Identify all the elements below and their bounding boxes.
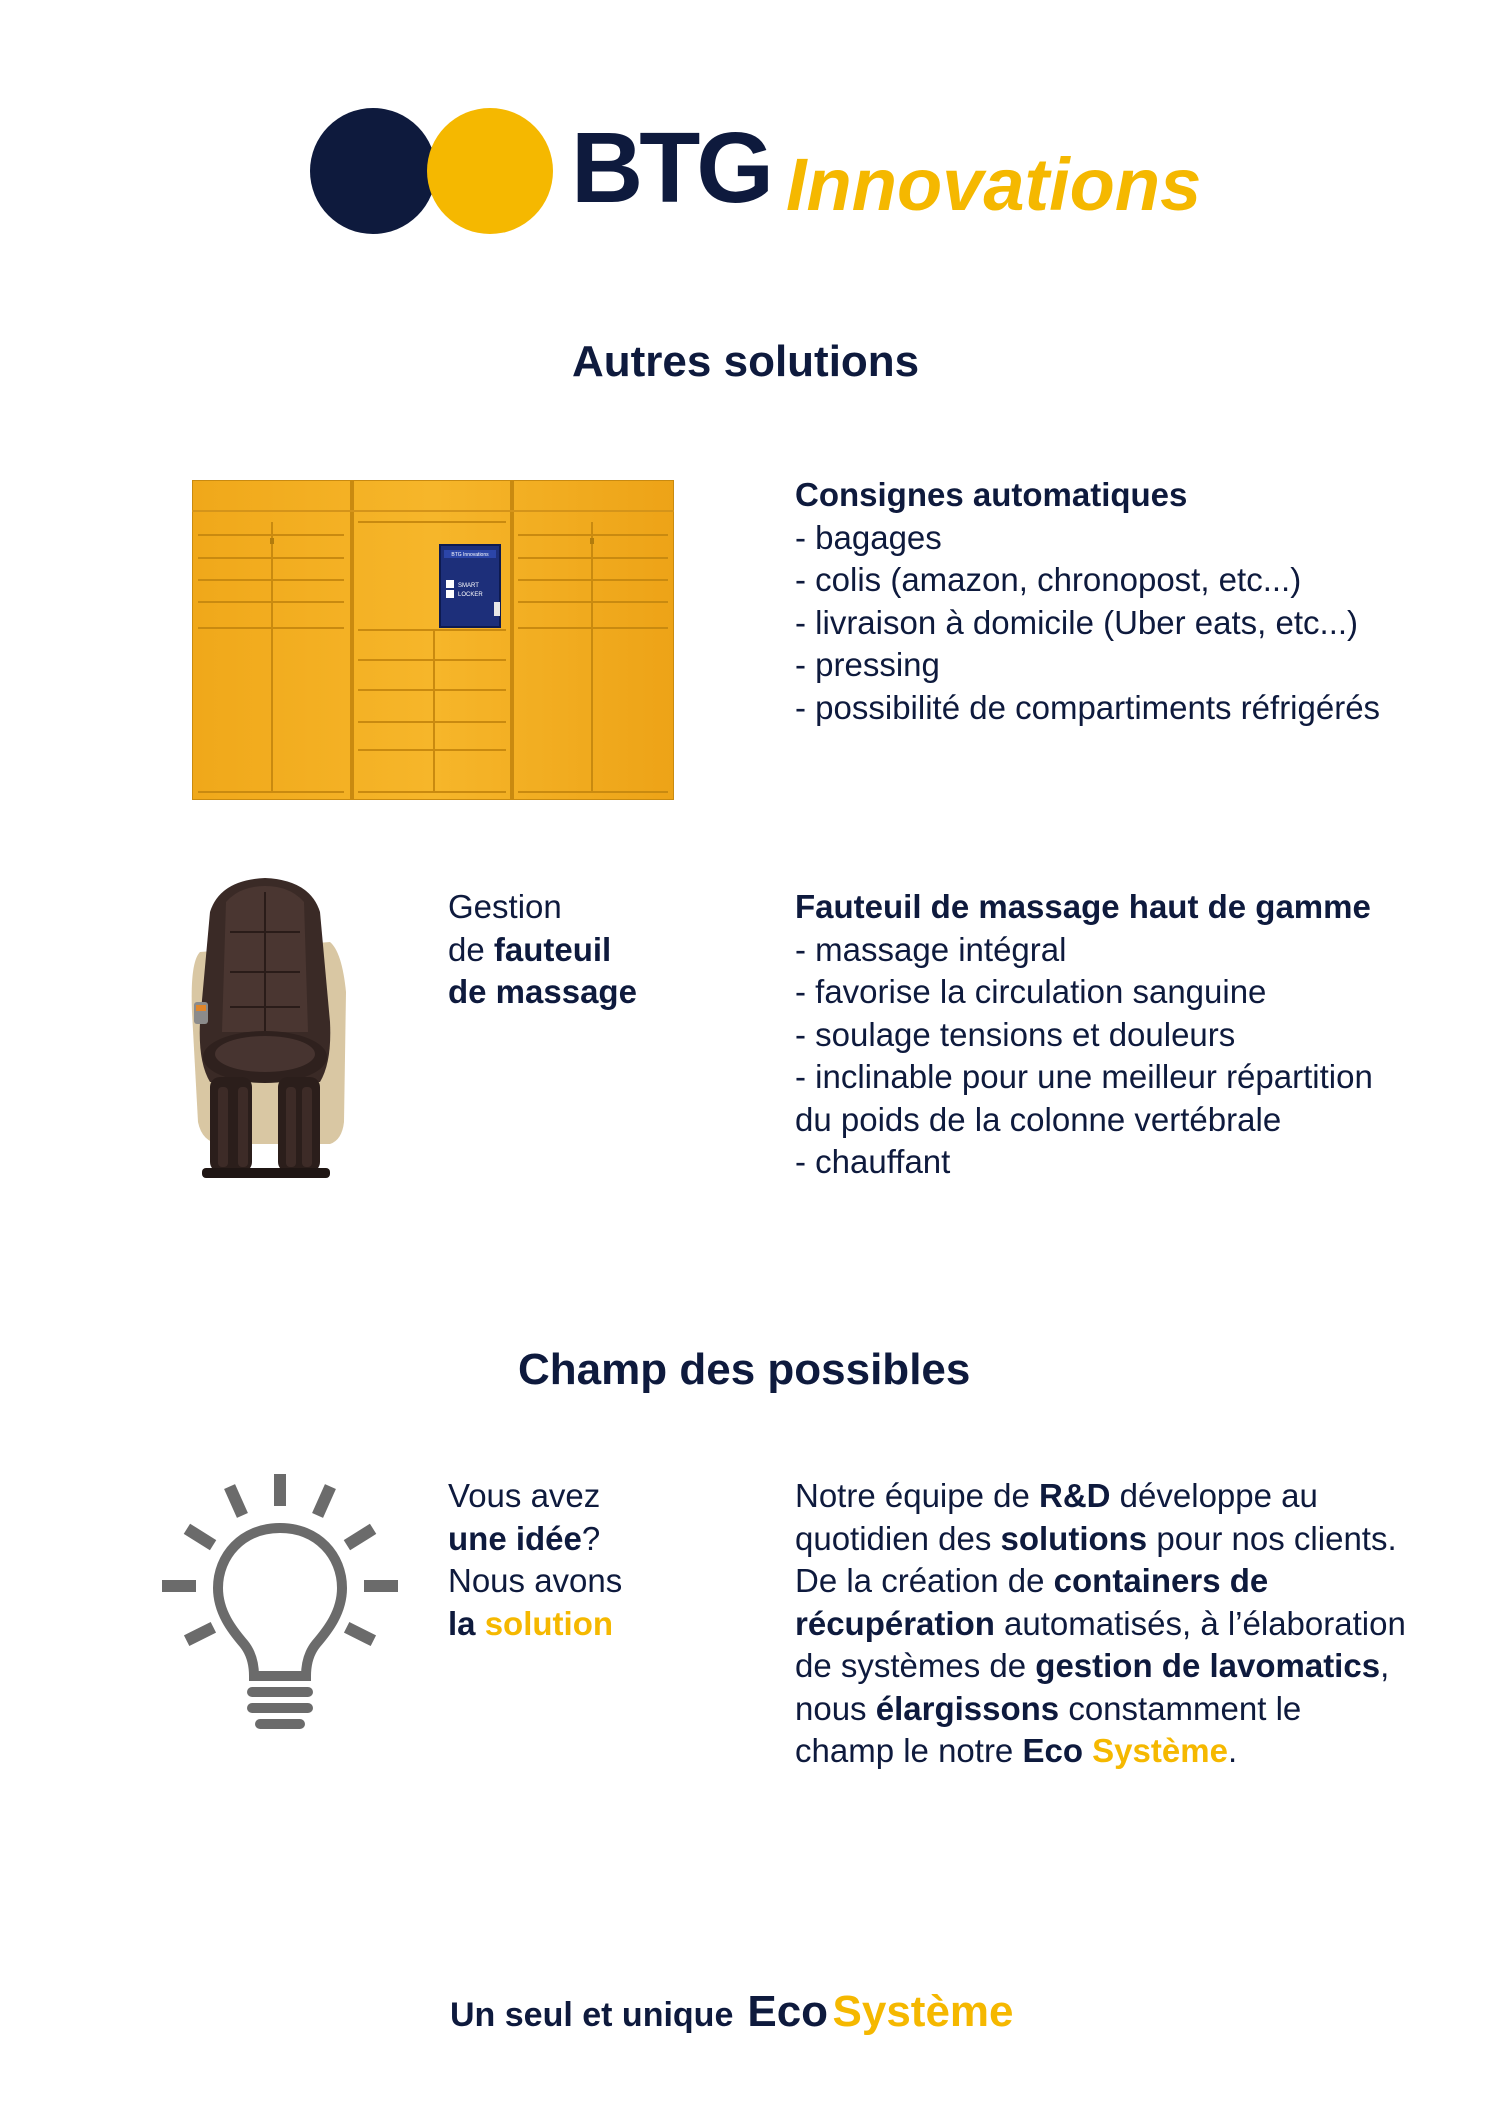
massage-description: [795, 886, 1373, 1184]
para-text: ,: [1380, 1647, 1390, 1684]
locker-item: - possibilité de compartiments réfrigérés: [795, 688, 1381, 726]
locker-item: - bagages: [795, 518, 942, 556]
para-text: pour nos clients.: [1147, 1519, 1397, 1557]
para-text: quotidien des: [795, 1519, 1001, 1557]
para-gold-word: Système: [1092, 1732, 1228, 1769]
locker-item: - colis (amazon, chronopost, etc...): [795, 561, 1302, 598]
idea-gold-word: solution: [484, 1604, 614, 1642]
locker-item: - livraison à domicile (Uber eats, etc...): [795, 603, 1359, 641]
logo-circle-navy: [310, 108, 436, 234]
footer-eco: Eco: [747, 1987, 829, 2036]
massage-item: du poids de la colonne vertébrale: [795, 1100, 1282, 1138]
logo-tagline: Innovations: [786, 143, 1202, 226]
idea-bold: une idée: [448, 1519, 582, 1557]
locker-screen-line2: LOCKER: [458, 592, 483, 598]
para-text: de systèmes de: [795, 1647, 1036, 1684]
massage-item: - inclinable pour une meilleur répartition: [795, 1058, 1373, 1095]
logo-brand: BTG: [571, 112, 771, 224]
para-text: champ le notre: [795, 1732, 1023, 1769]
massage-side-prefix: de: [448, 930, 494, 968]
massage-side-line: Gestion: [448, 888, 562, 925]
massage-item: - massage intégral: [795, 930, 1067, 968]
footer-slogan: [450, 1987, 1014, 2036]
footer-systeme: Système: [832, 1987, 1014, 2036]
idea-side-text: [448, 1475, 622, 1645]
smart-locker-image: [192, 480, 674, 800]
massage-side-bold-line: de massage: [448, 973, 637, 1010]
idea-bold: la: [448, 1604, 476, 1642]
massage-chair-image: [180, 872, 350, 1182]
para-text: .: [1227, 1732, 1238, 1769]
para-bold: gestion de lavomatics: [1035, 1647, 1381, 1684]
massage-item: - soulage tensions et douleurs: [795, 1015, 1236, 1053]
para-bold: Eco: [1022, 1732, 1083, 1769]
locker-screen-brand: BTG Innovations: [451, 552, 489, 558]
para-text: Notre équipe de: [795, 1477, 1040, 1514]
para-text: nous: [795, 1689, 876, 1727]
section-title-champ-des-possibles: Champ des possibles: [518, 1345, 971, 1394]
para-bold: R&D: [1039, 1477, 1111, 1514]
massage-side-bold: fauteuil: [493, 930, 612, 968]
para-bold: élargissons: [875, 1689, 1060, 1727]
para-text: De la création de: [795, 1562, 1054, 1599]
massage-heading: Fauteuil de massage haut de gamme: [795, 888, 1371, 925]
para-text: constamment le: [1059, 1689, 1302, 1727]
locker-description: [795, 474, 1380, 729]
footer-prefix: Un seul et unique: [450, 1996, 734, 2034]
massage-side-label: [448, 886, 637, 1014]
locker-heading: Consignes automatiques: [795, 476, 1188, 513]
para-text: développe au: [1110, 1477, 1318, 1514]
rnd-paragraph: [795, 1475, 1406, 1773]
para-bold: récupération: [795, 1604, 995, 1642]
logo-circle-gold: [427, 108, 553, 234]
massage-item: - favorise la circulation sanguine: [795, 973, 1267, 1010]
massage-item: - chauffant: [795, 1143, 951, 1180]
section-title-autres-solutions: Autres solutions: [572, 337, 920, 386]
para-text: automatisés, à l’élaboration: [994, 1604, 1406, 1642]
para-bold: solutions: [1000, 1519, 1148, 1557]
idea-line: Nous avons: [448, 1562, 623, 1599]
para-bold: containers de: [1053, 1562, 1269, 1599]
idea-line: Vous avez: [448, 1477, 601, 1514]
idea-rest: ?: [581, 1519, 601, 1557]
locker-item: - pressing: [795, 646, 940, 683]
locker-screen-line1: SMART: [458, 583, 479, 589]
light-bulb-icon: [160, 1470, 400, 1740]
